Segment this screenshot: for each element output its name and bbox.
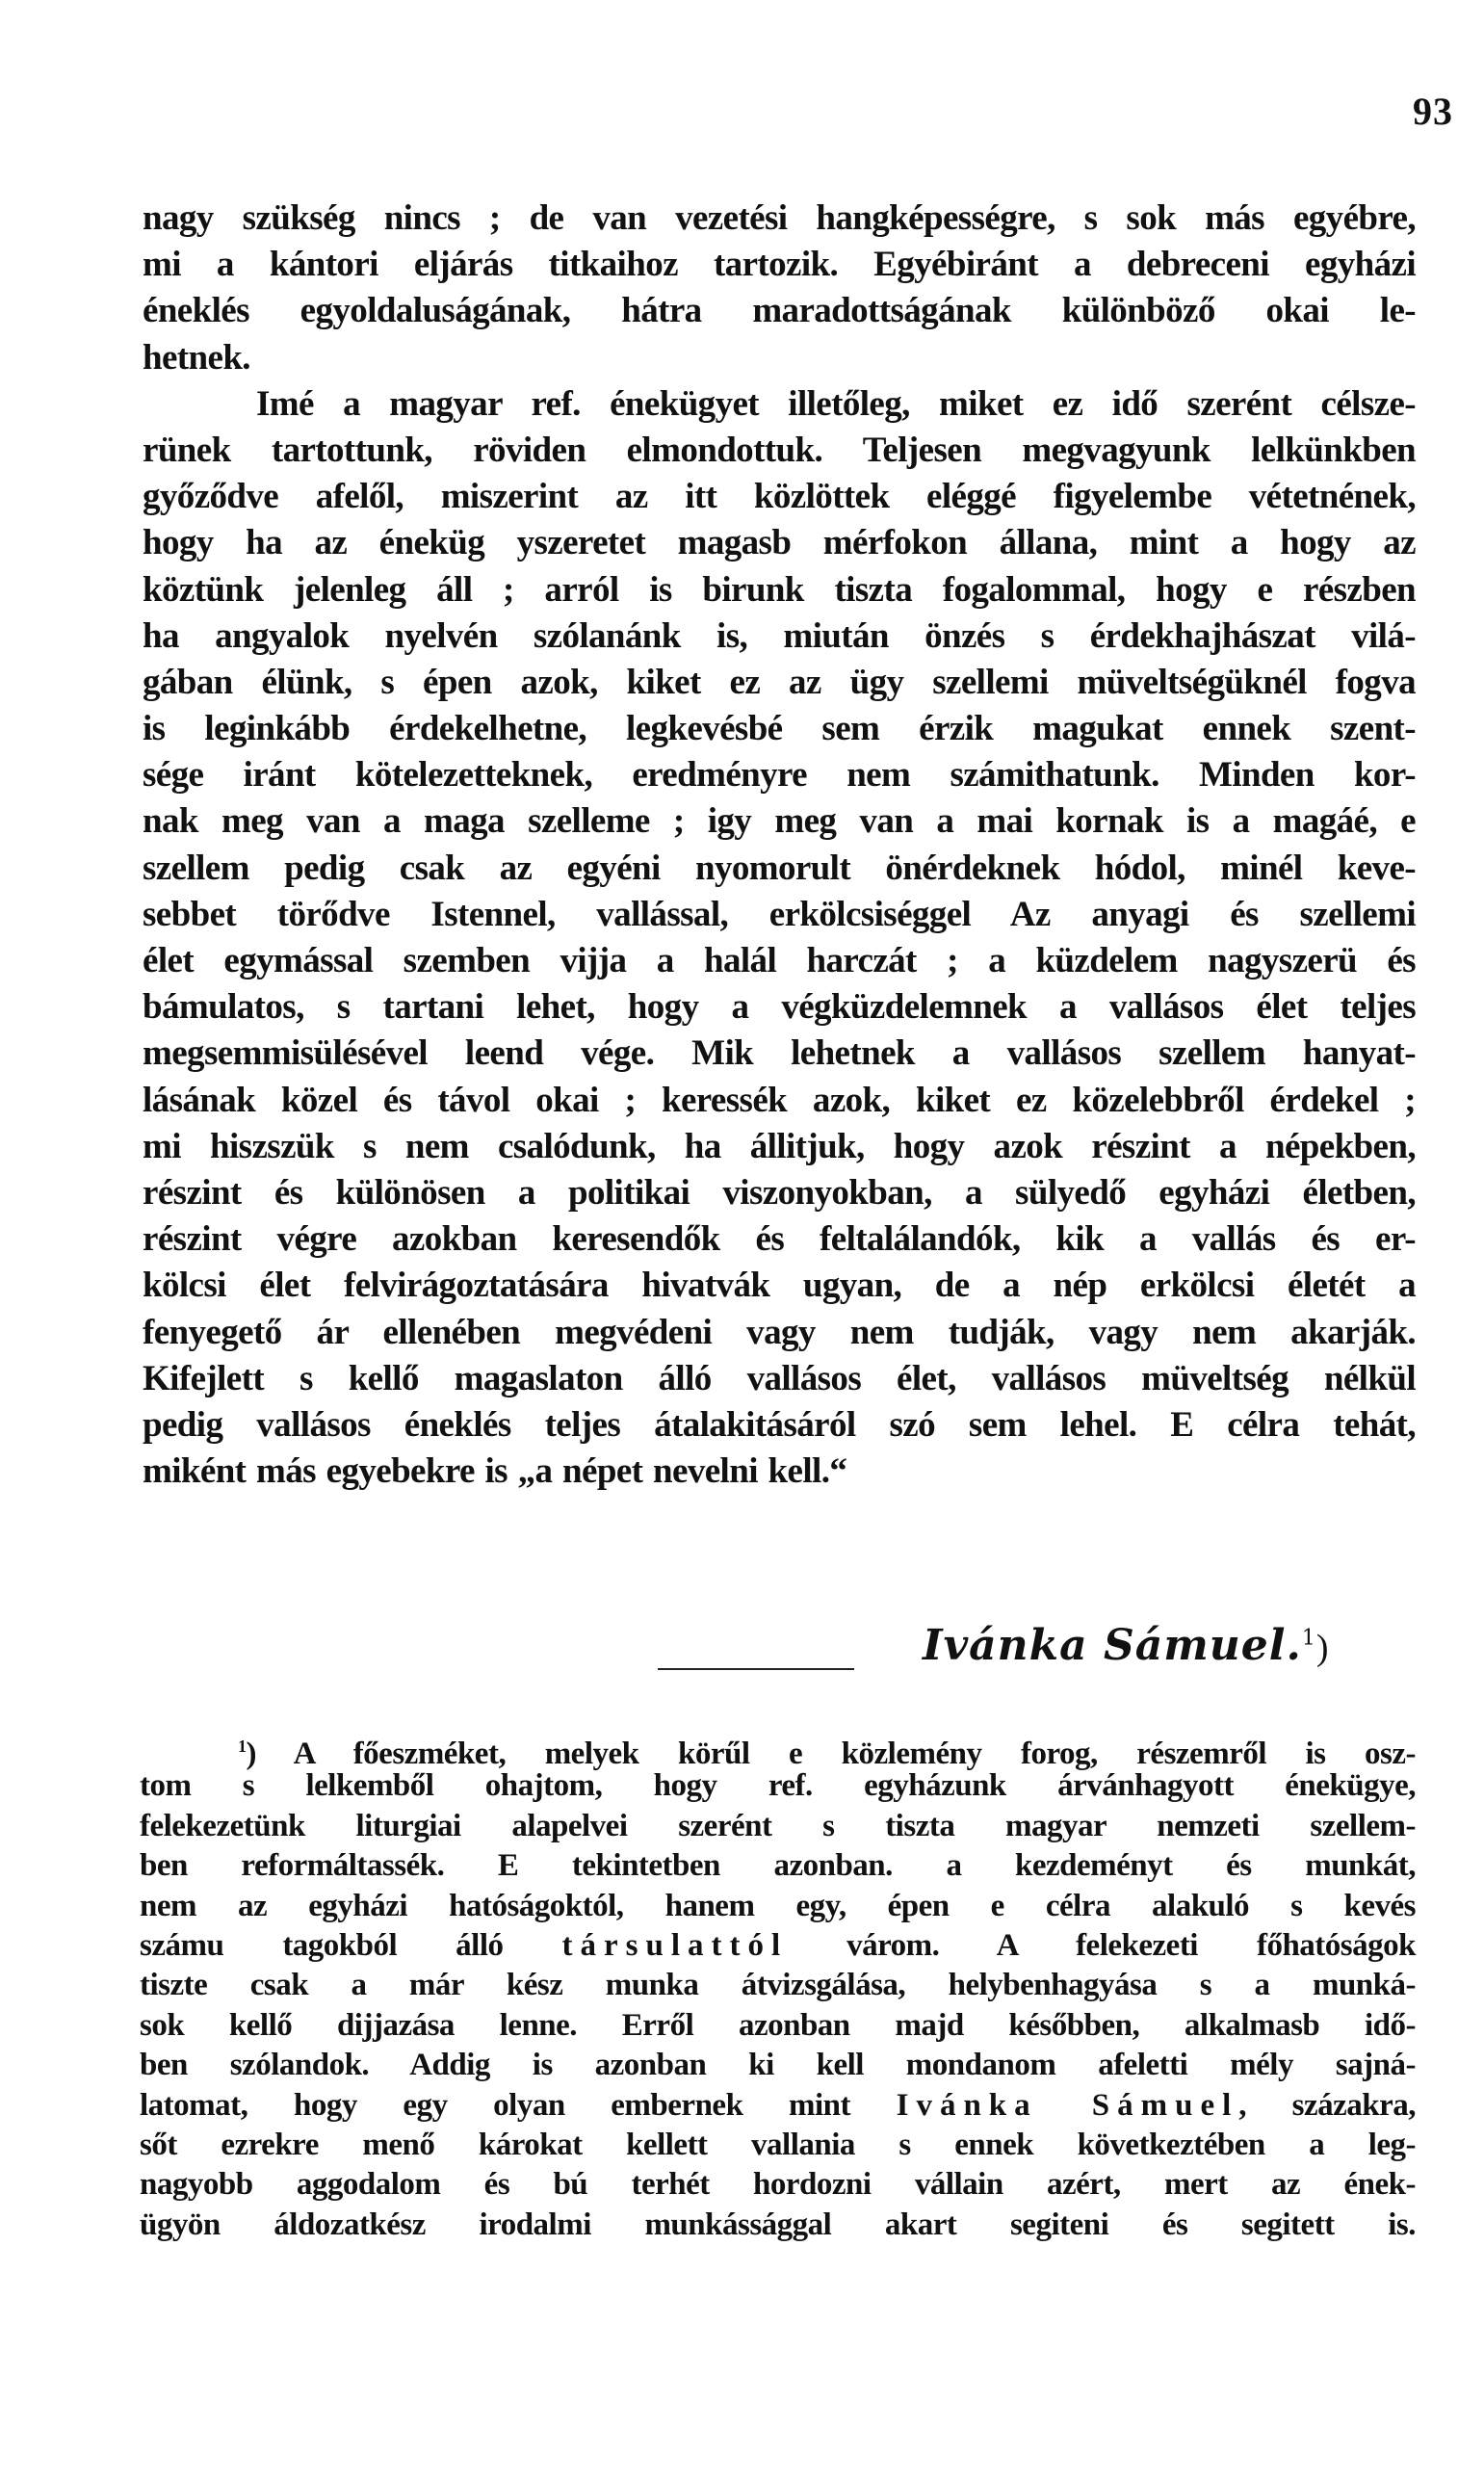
text-line: győződve afelől, miszerint az itt közlöttek eléggé figyelembe vétetnének, bbox=[143, 477, 1416, 517]
text-line: is leginkább érdekelhetne, legkevésbé sem érzik magukat ennek szent- bbox=[143, 709, 1416, 749]
text-line: ha angyalok nyelvén szólanánk is, miután önzés s érdekhajhászat vilá- bbox=[143, 615, 1416, 656]
footnote-line: nem az egyházi hatóságoktól, hanem egy, épen e célra alakuló s kevés bbox=[140, 1888, 1416, 1923]
text-line: hogy ha az éneküg yszeretet magasb mérfokon állana, mint a hogy az bbox=[143, 523, 1416, 563]
text-line: mi hiszszük s nem csalódunk, ha állitjuk, hogy azok részint a népekben, bbox=[143, 1126, 1416, 1166]
footnote-line: ügyön áldozatkész irodalmi munkássággal akart segiteni és segitett is. bbox=[140, 2207, 1416, 2242]
text-line: szellem pedig csak az egyéni nyomorult önérdeknek hódol, minél keve- bbox=[143, 848, 1416, 888]
footnote-line: felekezetünk liturgiai alapelvei szerént s tiszta magyar nemzeti szellem- bbox=[140, 1808, 1416, 1843]
footnote-separator bbox=[658, 1668, 854, 1670]
footnote-marker-paren: ) bbox=[246, 1737, 256, 1771]
footnote-text: várom. A felekezeti főhatóságok bbox=[788, 1927, 1416, 1963]
text-line: nak meg van a maga szelleme ; igy meg van a mai kornak is a magáé, e bbox=[143, 801, 1416, 842]
footnote-line bbox=[140, 1926, 1416, 1966]
main-text bbox=[143, 196, 1416, 1495]
footnote-text: latomat, hogy egy olyan embernek mint bbox=[140, 2087, 897, 2123]
footnote-line bbox=[140, 1727, 1416, 1771]
text-line: Kifejlett s kellő magaslaton álló vallásos élet, vallásos müveltség nélkül bbox=[143, 1358, 1416, 1398]
text-line: sége iránt kötelezetteknek, eredményre nem számithatunk. Minden kor- bbox=[143, 755, 1416, 796]
footnote-text: számu tagokból álló bbox=[140, 1927, 562, 1963]
text-line: gában élünk, s épen azok, kiket ez az ügy szellemi müveltségüknél fogva bbox=[143, 662, 1416, 702]
text-line: részint és különösen a politikai viszonyokban, a sülyedő egyházi életben, bbox=[143, 1172, 1416, 1213]
emphasized-text: társulattól bbox=[561, 1927, 789, 1963]
text-line: kölcsi élet felvirágoztatására hivatvák ugyan, de a nép erkölcsi életét a bbox=[143, 1266, 1416, 1306]
emphasized-text: Ivánka Sámuel bbox=[896, 2087, 1239, 2123]
page-number: 93 bbox=[1413, 90, 1453, 133]
footnote-line: ben szólandok. Addig is azonban ki kell mondanom afeletti mély sajná- bbox=[140, 2048, 1416, 2083]
footnote-reference-paren: ) bbox=[1315, 1628, 1330, 1668]
text-line: sebbet törődve Istennel, vallással, erkölcsiséggel Az anyagi és szellemi bbox=[143, 894, 1416, 934]
text-line: élet egymással szemben vijja a halál harczát ; a küzdelem nagyszerü és bbox=[143, 941, 1416, 980]
footnote-marker: 1 bbox=[238, 1737, 247, 1756]
text-line: nagy szükség nincs ; de van vezetési hangképességre, s sok más egyébre, bbox=[143, 198, 1416, 238]
footnote-line: nagyobb aggodalom és bú terhét hordozni vállain azért, mert az ének- bbox=[140, 2167, 1416, 2203]
footnote-reference[interactable]: 1 bbox=[1301, 1626, 1316, 1651]
text-line: lásának közel és távol okai ; keressék azok, kiket ez közelebbről érdekel ; bbox=[143, 1080, 1416, 1120]
footnote-line: tiszte csak a már kész munka átvizsgálása, helybenhagyása s a munká- bbox=[140, 1968, 1416, 2003]
footnote-text: A főeszméket, melyek körűl e közlemény forog, részemről is osz- bbox=[256, 1737, 1416, 1771]
text-line: megsemmisülésével leend vége. Mik lehetnek a vallásos szellem hanyat- bbox=[143, 1033, 1416, 1074]
text-line: mi a kántori eljárás titkaihoz tartozik. Egyébiránt a debreceni egyházi bbox=[143, 245, 1416, 285]
text-line: hetnek. bbox=[143, 337, 250, 378]
footnote-line: sok kellő dijjazása lenne. Erről azonban majd későbben, alkalmasb idő- bbox=[140, 2007, 1416, 2043]
text-line: rünek tartottunk, röviden elmondottuk. Teljesen megvagyunk lelkünkben bbox=[143, 430, 1416, 470]
text-line: fenyegető ár ellenében megvédeni vagy nem tudják, vagy nem akarják. bbox=[143, 1312, 1416, 1352]
author-name: Ivánka Sámuel. bbox=[923, 1621, 1302, 1670]
footnote bbox=[140, 1727, 1416, 2245]
footnote-line: sőt ezrekre menő károkat kellett vallania s ennek következtében a leg- bbox=[140, 2127, 1416, 2162]
text-line: pedig vallásos éneklés teljes átalakitásáról szó sem lehel. E célra tehát, bbox=[143, 1404, 1416, 1445]
footnote-line bbox=[140, 2086, 1416, 2126]
text-line: köztünk jelenleg áll ; arról is birunk tiszta fogalommal, hogy e részben bbox=[143, 569, 1416, 610]
paragraph-start-line: Imé a magyar ref. énekügyet illetőleg, miket ez idő szerént célsze- bbox=[256, 383, 1416, 424]
text-line: éneklés egyoldaluságának, hátra maradottságának különböző okai le- bbox=[143, 291, 1416, 331]
footnote-text: , százakra, bbox=[1238, 2087, 1416, 2123]
footnote-line: tom s lelkemből ohajtom, hogy ref. egyházunk árvánhagyott énekügye, bbox=[140, 1768, 1416, 1804]
text-line: miként más egyebekre is „a népet nevelni kell.“ bbox=[143, 1451, 847, 1492]
text-line: bámulatos, s tartani lehet, hogy a végküzdelemnek a vallásos élet teljes bbox=[143, 987, 1416, 1028]
footnote-line: ben reformáltassék. E tekintetben azonban. a kezdeményt és munkát, bbox=[140, 1848, 1416, 1884]
text-line: részint végre azokban keresendők és feltalálandók, kik a vallás és er- bbox=[143, 1219, 1416, 1260]
author-signature bbox=[923, 1621, 1329, 1670]
